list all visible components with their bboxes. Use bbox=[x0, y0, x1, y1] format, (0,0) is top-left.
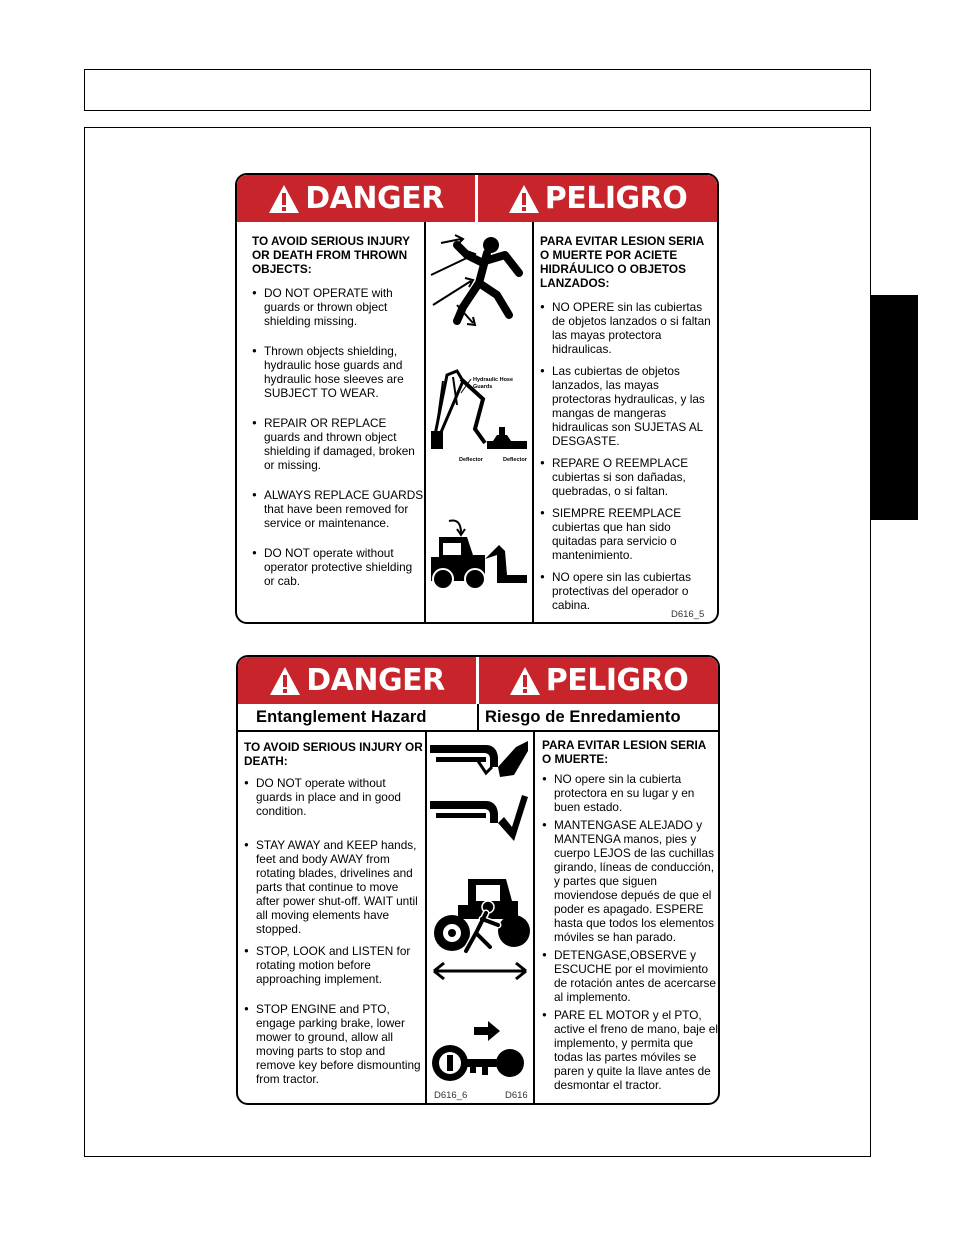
en-bullet: ● ALWAYS REPLACE GUARDS that have been removed for service or maintenance. bbox=[252, 488, 424, 530]
hazard-subheading-row bbox=[238, 704, 718, 732]
warning-triangle-icon bbox=[268, 184, 300, 214]
danger-decal-thrown-objects bbox=[235, 173, 719, 624]
decal-code: D616_5 bbox=[671, 609, 705, 620]
es-bullet: ● MANTENGASE ALEJADO y MANTENGA manos, pies y cuerpo LEJOS de las cuchillas girando, líneas de conducción, y partes que siguen moviendose depués de que el poder es apagado. ESPERE hasta que todos los elementos móviles se han parado. bbox=[542, 818, 718, 944]
es-bullet: ● NO opere sin la cubierta protectora en su lugar y en buen estado. bbox=[542, 772, 718, 814]
column-divider bbox=[425, 732, 427, 1105]
banner-word-peligro: PELIGRO bbox=[545, 662, 689, 698]
hazard-subheading-es: Riesgo de Enredamiento bbox=[485, 707, 681, 726]
thrown-object-person-icon bbox=[427, 225, 531, 335]
en-bullet: ● STAY AWAY and KEEP hands, feet and body AWAY from rotating blades, drivelines and parts that continue to move after power shut-off. WAIT until all moving elements have stopped. bbox=[244, 838, 424, 936]
es-bullet: ● REPARE O REEMPLACE cubiertas si son dañadas, quebradas, o si faltan. bbox=[540, 456, 715, 498]
ignition-key-icon bbox=[428, 1019, 532, 1085]
decal-code: D616 bbox=[505, 1090, 528, 1101]
en-heading: TO AVOID SERIOUS INJURY OR DEATH FROM THROWN OBJECTS: bbox=[252, 234, 410, 276]
warning-triangle-icon bbox=[508, 184, 540, 214]
english-instructions bbox=[252, 234, 424, 588]
en-bullet: ● STOP ENGINE and PTO, engage parking brake, lower mower to ground, allow all moving parts to stop and remove key before dismounting from tractor. bbox=[244, 1002, 424, 1086]
spanish-instructions bbox=[540, 234, 715, 612]
en-bullet: ● DO NOT operate without operator protective shielding or cab. bbox=[252, 546, 424, 588]
en-bullet: ● DO NOT operate without guards in place and in good condition. bbox=[244, 776, 424, 818]
danger-banner bbox=[237, 175, 717, 222]
section-side-tab bbox=[870, 295, 918, 520]
es-bullet: ● Las cubiertas de objetos lanzados, las mayas protectoras hydraulicas, y las mangas de mangeras hidraulicas son SUJETAS AL DESGASTE. bbox=[540, 364, 715, 448]
warning-triangle-icon bbox=[509, 666, 541, 696]
es-bullet: ● SIEMPRE REEMPLACE cubiertas que han sido quitadas para servicio o mantenimiento. bbox=[540, 506, 715, 562]
column-divider bbox=[424, 222, 426, 624]
danger-banner bbox=[238, 657, 718, 704]
english-instructions bbox=[244, 740, 424, 1086]
spanish-instructions bbox=[542, 738, 718, 1092]
banner-danger-es bbox=[478, 175, 717, 222]
picto-label-hose-guards: Hydraulic Hose Guards bbox=[473, 377, 514, 390]
en-bullet: ● DO NOT OPERATE with guards or thrown object shielding missing. bbox=[252, 286, 424, 328]
page-header-box bbox=[84, 69, 871, 111]
tractor-cab-icon bbox=[427, 515, 531, 595]
es-heading: PARA EVITAR LESION SERIA O MUERTE: bbox=[542, 738, 706, 766]
en-bullet: ● Thrown objects shielding, hydraulic hose guards and hydraulic hose sleeves are SUBJECT TO WEAR. bbox=[252, 344, 424, 400]
decal-code: D616_6 bbox=[434, 1090, 468, 1101]
banner-word-danger: DANGER bbox=[306, 662, 445, 698]
banner-danger-en bbox=[237, 175, 478, 222]
en-heading: TO AVOID SERIOUS INJURY OR DEATH: bbox=[244, 740, 423, 768]
column-divider bbox=[533, 732, 535, 1105]
es-bullet: ● PARE EL MOTOR y el PTO, active el freno de mano, baje el implemento, y permita que todas las partes móviles se paren y quite la llave antes de desmontar el tractor. bbox=[542, 1008, 718, 1092]
hazard-subheading-en: Entanglement Hazard bbox=[238, 704, 479, 730]
banner-word-peligro: PELIGRO bbox=[544, 180, 688, 216]
column-divider bbox=[532, 222, 534, 624]
rotating-blade-person-icon bbox=[428, 875, 532, 987]
warning-triangle-icon bbox=[269, 666, 301, 696]
danger-decal-entanglement bbox=[236, 655, 720, 1105]
mower-deflector-icon bbox=[427, 365, 531, 465]
banner-word-danger: DANGER bbox=[305, 180, 444, 216]
entanglement-hand-icon bbox=[428, 737, 532, 852]
es-bullet: ● DETENGASE,OBSERVE y ESCUCHE por el movimiento de rotación antes de acercarse al implemento. bbox=[542, 948, 718, 1004]
banner-danger-es bbox=[479, 657, 718, 704]
en-bullet: ● REPAIR OR REPLACE guards and thrown object shielding if damaged, broken or missing. bbox=[252, 416, 424, 472]
en-bullet: ● STOP, LOOK and LISTEN for rotating motion before approaching implement. bbox=[244, 944, 424, 986]
picto-label-deflector: Deflector bbox=[459, 457, 483, 463]
es-bullet: ● NO OPERE sin las cubiertas de objetos lanzados o si faltan las mayas protectora hidraulicas. bbox=[540, 300, 715, 356]
es-bullet: ● NO opere sin las cubiertas protectivas del operador o cabina. bbox=[540, 570, 715, 612]
banner-danger-en bbox=[238, 657, 479, 704]
es-heading: PARA EVITAR LESION SERIA O MUERTE POR ACIETE HIDRÁULICO O OBJETOS LANZADOS: bbox=[540, 234, 704, 290]
picto-label-deflector: Deflector bbox=[503, 457, 527, 463]
